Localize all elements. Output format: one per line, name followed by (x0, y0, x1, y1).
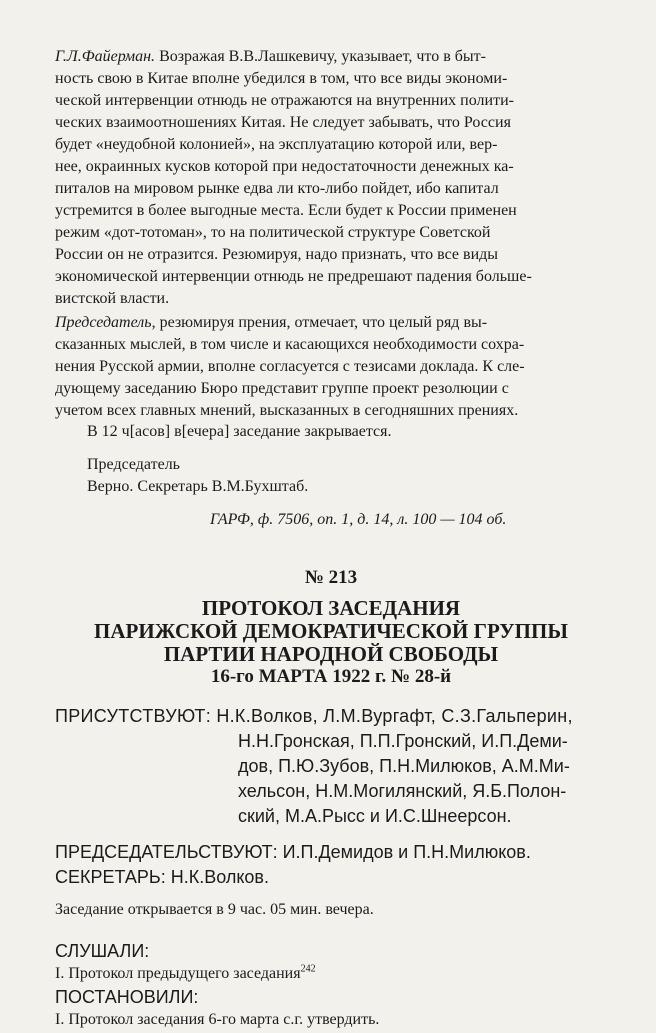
agenda-item-1 (55, 963, 607, 985)
document-number: № 213 (304, 567, 358, 588)
p1-line-12: вистской власти. (55, 290, 170, 307)
signature-secretary: Верно. Секретарь В.М.Бухштаб. (87, 478, 309, 495)
p2-line-4: дующему заседанию Бюро представит группе проект резолюции с (55, 380, 509, 397)
p1-line-2: ность свою в Китае вполне убедился в том, что все виды экономи- (55, 70, 508, 87)
p1-line-11: экономической интервенции отнюдь не предрешают падения больше- (55, 268, 532, 285)
continuation-overflow-clip (0, 1009, 656, 1033)
heard-heading-1: СЛУШАЛИ: (55, 941, 150, 961)
p2-line-1: Председатель, резюмируя прения, отмечает, что целый ряд вы- (55, 314, 488, 331)
agenda-item-1-text: I. Протокол предыдущего заседания (55, 965, 301, 982)
paragraph-faierman (55, 46, 607, 310)
speaker-chairman: Председатель (55, 314, 152, 331)
p1-line-10: России он не отразится. Резюмируя, надо признать, что все виды (55, 246, 499, 263)
resolved-heading: ПОСТАНОВИЛИ: (55, 987, 199, 1007)
p1-line-8: устремится в более выгодные места. Если будет к России применен (55, 202, 517, 219)
present-line-2: Н.Н.Гронская, П.П.Гронский, И.П.Деми- (238, 731, 568, 751)
chairs: ПРЕДСЕДАТЕЛЬСТВУЮТ: И.П.Демидов и П.Н.Милюков. (55, 842, 531, 862)
p1-line-1: Г.Л.Файерман. Возражая В.В.Лашкевичу, указывает, что в быт- (55, 48, 486, 65)
heading-line-3: ПАРТИИ НАРОДНОЙ СВОБОДЫ (163, 642, 499, 666)
archive-reference: ГАРФ, ф. 7506, оп. 1, д. 14, л. 100 — 104 об. (210, 511, 507, 528)
heading-line-1: ПРОТОКОЛ ЗАСЕДАНИЯ (201, 596, 461, 620)
p1-line-7: питалов на мировом рынке едва ли кто-либо пойдет, ибо капитал (55, 180, 499, 197)
secretary: СЕКРЕТАРЬ: Н.К.Волков. (55, 867, 269, 887)
p1-line-6: нее, окраинных кусков которой при недостаточности денежных ка- (55, 158, 514, 175)
present-line-3: дов, П.Ю.Зубов, П.Н.Милюков, А.М.Ми- (238, 756, 570, 776)
heading-line-2: ПАРИЖСКОЙ ДЕМОКРАТИЧЕСКОЙ ГРУППЫ (94, 619, 568, 643)
footnote-ref-242: 242 (300, 963, 316, 975)
present-line-4: хельсон, Н.М.Могилянский, Я.Б.Полон- (238, 781, 567, 801)
closing-line: В 12 ч[асов] в[ечера] заседание закрывается. (87, 423, 392, 440)
opening-line: Заседание открывается в 9 час. 05 мин. вечера. (55, 901, 374, 918)
paragraph-chairman (55, 312, 607, 422)
signature-chairman: Председатель (87, 456, 180, 473)
heading-date: 16-го МАРТА 1922 г. № 28-й (210, 666, 452, 687)
p2-line-5: учетом всех главных мнений, высказанных в сегодняшних прениях. (55, 402, 519, 419)
p1-line-9: режим «дот-тотоман», то на политической структуре Советской (55, 224, 491, 241)
p2-line-2: сказанных мыслей, в том числе и касающихся необходимости сохра- (55, 336, 525, 353)
p2-line-3: нения Русской армии, вполне согласуется с тезисами доклада. К сле- (55, 358, 525, 375)
p1-line-3: ческой интервенции отнюдь не отражаются на внутренних полити- (55, 92, 514, 109)
speaker-faierman: Г.Л.Файерман. (55, 48, 156, 65)
present-line-5: ский, М.А.Рысс и И.С.Шнеерсон. (238, 806, 512, 826)
present-line-1: ПРИСУТСТВУЮТ: Н.К.Волков, Л.М.Вургафт, С.З.Гальперин, (55, 706, 573, 726)
resolution-1: I. Протокол заседания 6-го марта с.г. утвердить. (55, 1011, 380, 1028)
p1-line-4: ческих взаимоотношениях Китая. Не следует забывать, что Россия (55, 114, 511, 131)
p1-line-5: будет «неудобной колонией», на эксплуатацию которой или, вер- (55, 136, 498, 153)
